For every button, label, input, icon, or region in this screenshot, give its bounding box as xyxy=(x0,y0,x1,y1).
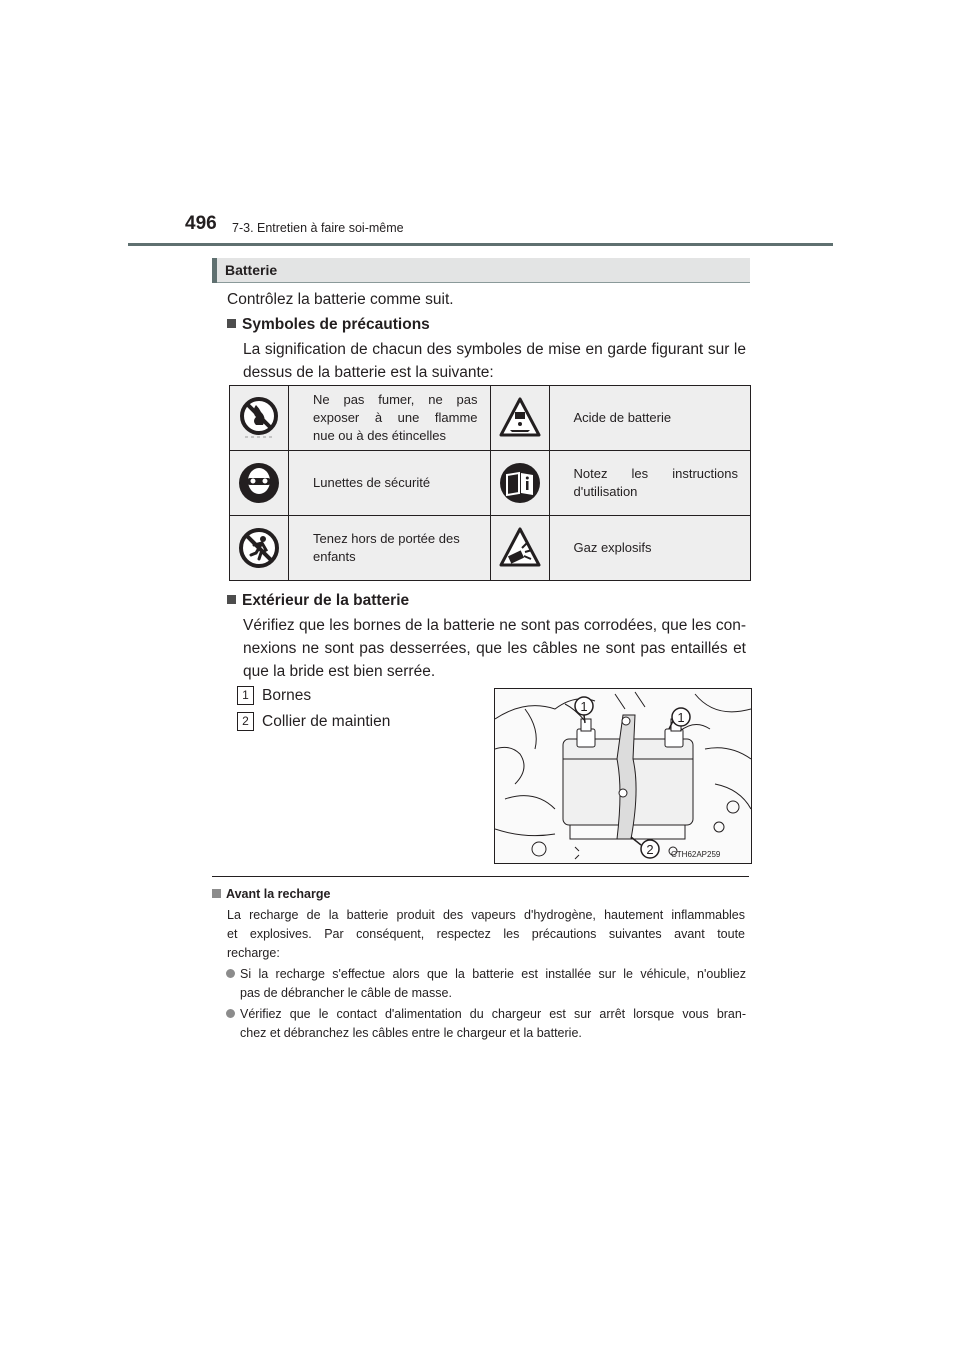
callout-1-label: 1 xyxy=(580,699,588,714)
symbols-text-line1: La signification de chacun des symboles de mise en garde figurant sur le xyxy=(243,341,746,358)
battery-illustration xyxy=(494,688,752,864)
square-bullet-icon xyxy=(212,889,221,898)
symbol-cell xyxy=(490,386,549,451)
callout-2 xyxy=(631,837,659,858)
note-bullet-2-line2: chez et débranchez les câbles entre le chargeur et la batterie. xyxy=(240,1026,582,1040)
desc-line: Ne pas fumer, ne pas xyxy=(313,392,478,407)
heading-bar xyxy=(212,258,750,283)
symbol-cell xyxy=(230,516,289,581)
section-title: 7-3. Entretien à faire soi-même xyxy=(232,221,404,235)
symbols-heading xyxy=(227,313,430,337)
symbol-desc-children xyxy=(289,516,491,581)
desc-line: exposer à une flamme xyxy=(313,410,478,425)
note-bullet-1-line1 xyxy=(226,965,746,984)
symbols-text-line2: dessus de la batterie est la suivante: xyxy=(243,364,494,381)
symbol-cell xyxy=(230,451,289,516)
desc-line: Notez les instructions xyxy=(573,466,738,481)
exterior-heading-label: Extérieur de la batterie xyxy=(242,592,410,609)
symbol-desc-goggles: Lunettes de sécurité xyxy=(289,451,491,516)
desc-line: Tenez hors de portée des xyxy=(313,531,460,546)
keep-away-children-icon xyxy=(237,526,281,570)
number-box: 2 xyxy=(237,712,254,731)
note-separator xyxy=(212,876,749,877)
heading-marker xyxy=(212,258,217,283)
symbol-cell xyxy=(230,386,289,451)
page-number: 496 xyxy=(185,213,217,234)
header-rule xyxy=(128,243,833,246)
explosive-gas-icon xyxy=(498,526,542,570)
no-flame-icon xyxy=(237,396,281,440)
instructions-icon xyxy=(498,461,542,505)
number-box: 1 xyxy=(237,686,254,705)
callout-1-label: 1 xyxy=(677,710,685,725)
battery-acid-icon xyxy=(498,396,542,440)
desc-line: d'utilisation xyxy=(573,484,638,499)
symbol-desc-no-flame xyxy=(289,386,491,451)
exterior-heading xyxy=(227,589,409,613)
safety-goggles-icon xyxy=(237,461,281,505)
legend-item-clamp xyxy=(237,710,390,734)
note-heading-label: Avant la recharge xyxy=(226,887,331,901)
note-text-line1: La recharge de la batterie produit des vapeurs d'hydrogène, hautement inflammables xyxy=(227,908,745,922)
figure-code: CTH62AP259 xyxy=(671,850,721,859)
intro-text: Contrôlez la batterie comme suit. xyxy=(227,291,454,308)
note-text-line2: et explosives. Par conséquent, respectez les précautions suivantes avant toute xyxy=(227,927,745,941)
bullet-text: Si la recharge s'effectue alors que la batterie est installée sur le véhicule, n'oubliez xyxy=(240,967,746,981)
round-bullet-icon xyxy=(226,1009,235,1018)
note-bullet-1-line2: pas de débrancher le câble de masse. xyxy=(240,986,452,1000)
desc-line: nue ou à des étincelles xyxy=(313,428,446,443)
round-bullet-icon xyxy=(226,969,235,978)
exterior-text-line1: Vérifiez que les bornes de la batterie ne sont pas corrodées, que les con- xyxy=(243,617,746,634)
square-bullet-icon xyxy=(227,595,236,604)
callout-2-label: 2 xyxy=(646,842,654,857)
legend-label: Bornes xyxy=(262,687,312,704)
bullet-text: Vérifiez que le contact d'alimentation du chargeur est sur arrêt lorsque vous bran- xyxy=(240,1007,746,1021)
legend-label: Collier de maintien xyxy=(262,713,391,730)
exterior-text-line2: nexions ne sont pas desserrées, que les câbles ne sont pas entaillés et xyxy=(243,640,746,657)
exterior-text-line3: que la bride est bien serrée. xyxy=(243,663,436,680)
square-bullet-icon xyxy=(227,319,236,328)
symbol-cell xyxy=(490,516,549,581)
desc-line: enfants xyxy=(313,549,356,564)
symbol-cell xyxy=(490,451,549,516)
battery-drawing xyxy=(495,689,751,863)
symbol-desc-battery-acid: Acide de batterie xyxy=(549,386,751,451)
note-text-line3: recharge: xyxy=(227,946,280,960)
symbols-heading-label: Symboles de précautions xyxy=(242,316,430,333)
heading-title: Batterie xyxy=(225,262,278,278)
symbols-table xyxy=(229,385,751,581)
note-bullet-2-line1 xyxy=(226,1005,746,1024)
legend-item-terminals xyxy=(237,684,311,708)
symbol-desc-instructions xyxy=(549,451,751,516)
symbol-desc-explosive-gas: Gaz explosifs xyxy=(549,516,751,581)
note-heading xyxy=(212,885,330,904)
